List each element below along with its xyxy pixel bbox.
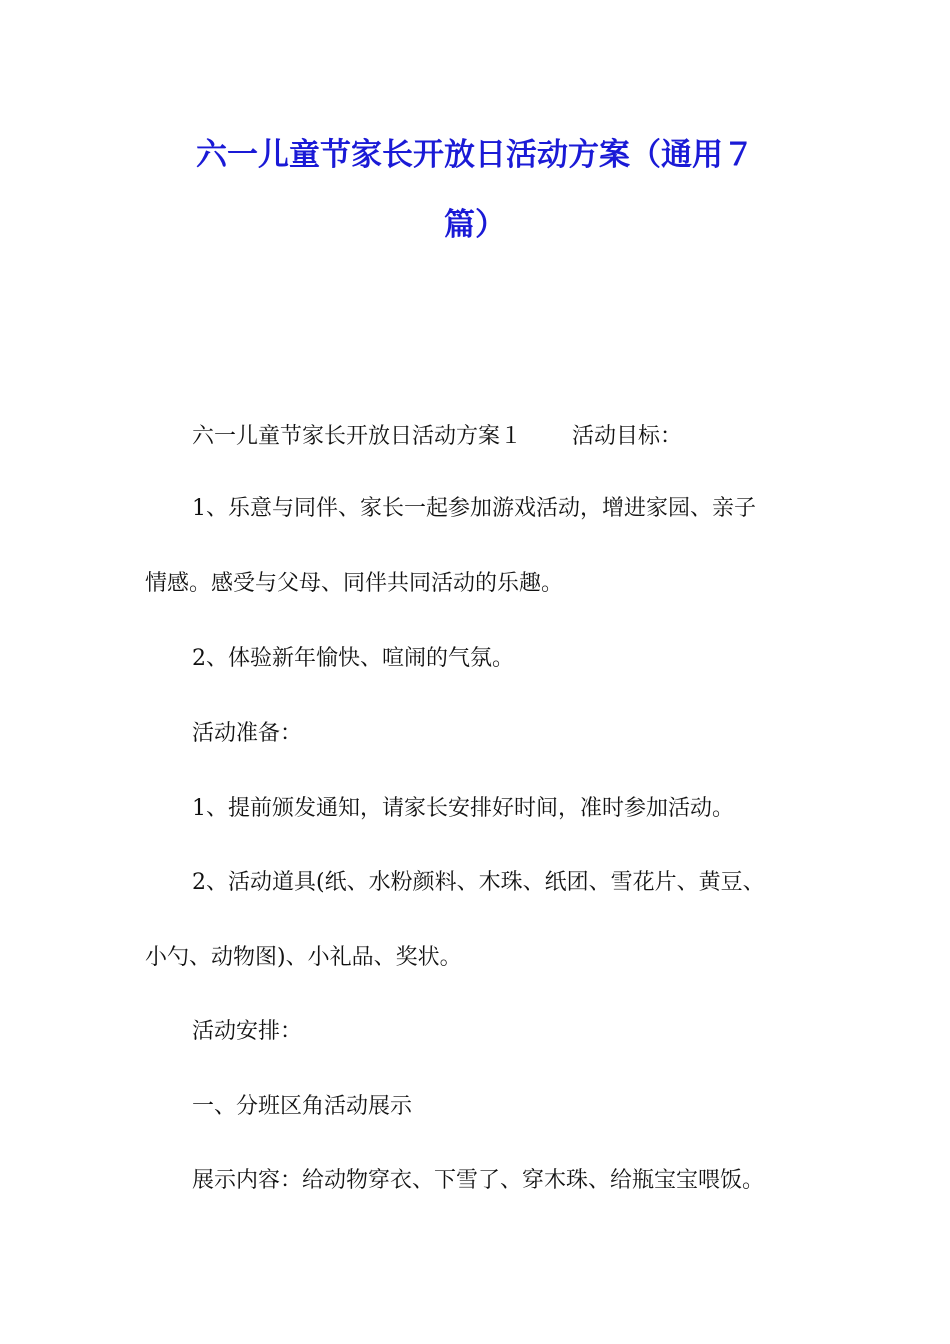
prep-item-2-line-1: 2、活动道具(纸、水粉颜料、木珠、纸团、雪花片、黄豆、 xyxy=(192,870,765,895)
document-title-line1: 六一儿童节家长开放日活动方案（通用７ xyxy=(196,137,754,173)
section-1-heading: 一、分班区角活动展示 xyxy=(192,1094,413,1119)
plan-heading: 六一儿童节家长开放日活动方案１ xyxy=(192,424,523,449)
goals-heading: 活动目标： xyxy=(572,424,683,449)
goal-2: 2、体验新年愉快、喧闹的气氛。 xyxy=(192,646,514,671)
goal-1-line-1: 1、乐意与同伴、家长一起参加游戏活动，增进家园、亲子 xyxy=(192,496,756,521)
plan-heading-paragraph xyxy=(0,422,950,452)
schedule-heading: 活动安排： xyxy=(192,1019,303,1044)
display-content: 展示内容：给动物穿衣、下雪了、穿木珠、给瓶宝宝喂饭。 xyxy=(192,1168,765,1193)
prep-item-1: 1、提前颁发通知，请家长安排好时间，准时参加活动。 xyxy=(192,796,734,821)
document-title-line2: 篇） xyxy=(444,207,506,243)
prep-item-2-line-2: 小勺、动物图)、小礼品、奖状。 xyxy=(145,945,462,970)
goal-1-line-2: 情感。感受与父母、同伴共同活动的乐趣。 xyxy=(145,571,564,596)
prep-heading: 活动准备： xyxy=(192,721,303,746)
